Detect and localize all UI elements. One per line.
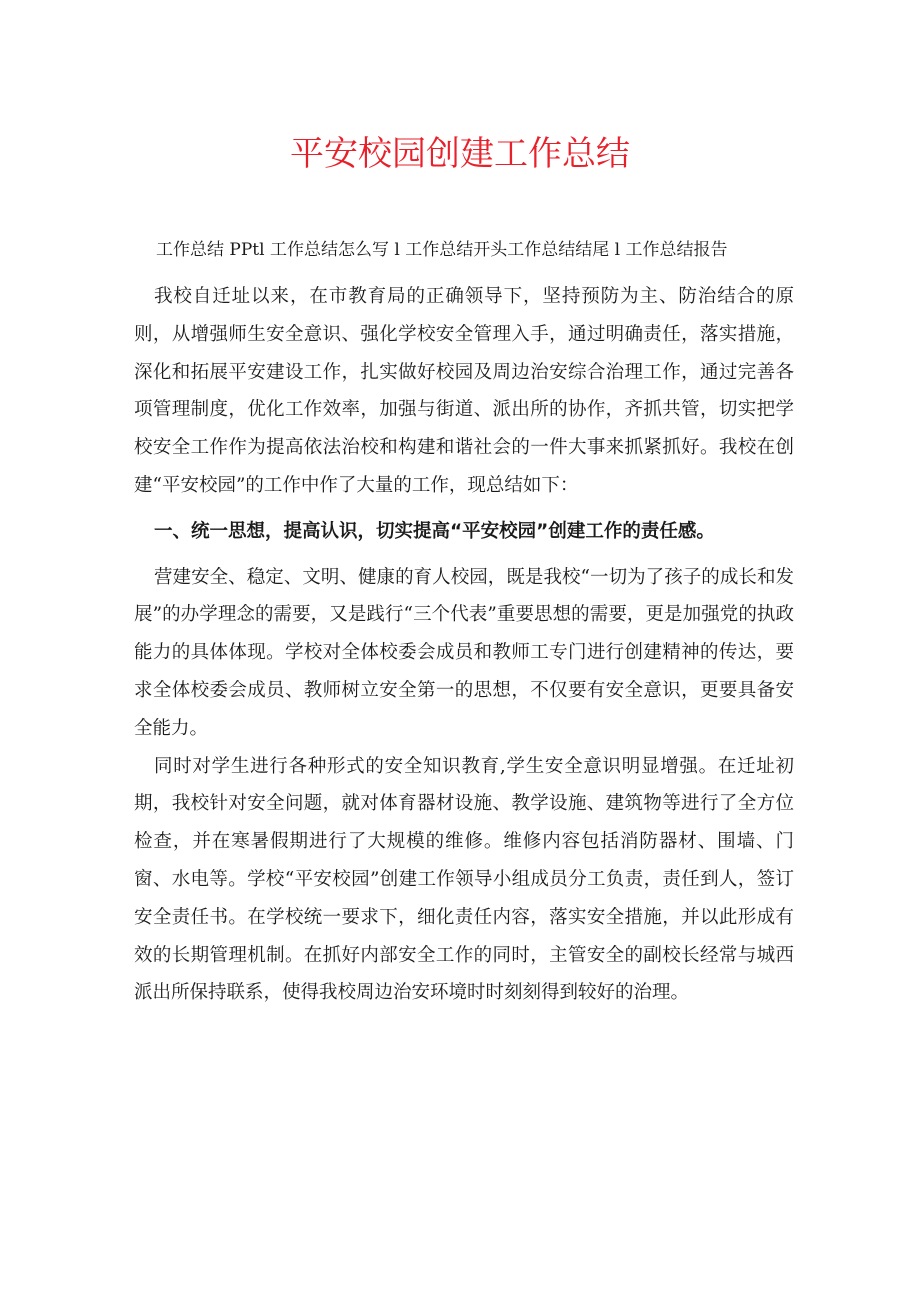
intro-paragraph: 我校自迁址以来，在市教育局的正确领导下，坚持预防为主、防治结合的原则，从增强师生安全意识、强化学校安全管理入手，通过明确责任，落实措施，深化和拓展平安建设工作，扎实做好校园及周边治安综合治理工作，通过完善各项管理制度，优化工作效率，加强与街道、派出所的协作，齐抓共管，切实把学校安全工作作为提高依法治校和构建和谐社会的一件大事来抓紧抓好。我校在创建“平安校园”的工作中作了大量的工作，现总结如下： [134,286,794,496]
document-title: 平安校园创建工作总结 [290,134,630,174]
document-body [134,232,794,1012]
tagline-text: 工作总结 PPtl 工作总结怎么写 l 工作总结开头工作总结结尾 l 工作总结报告 [156,240,728,260]
section-heading-1: 一、统一思想，提高认识，切实提高“平安校园”创建工作的责任感。 [154,520,715,542]
section1-paragraph-1: 营建安全、稳定、文明、健康的育人校园，既是我校“一切为了孩子的成长和发展”的办学理念的需要，又是践行“三个代表”重要思想的需要，更是加强党的执政能力的具体体现。学校对全体校委会成员和教师工专门进行创建精神的传达，要求全体校委会成员、教师树立安全第一的思想，不仅要有安全意识，更要具备安全能力。 [134,566,794,739]
section1-paragraph-2: 同时对学生进行各种形式的安全知识教育,学生安全意识明显增强。在迁址初期，我校针对安全问题，就对体育器材设施、教学设施、建筑物等进行了全方位检查，并在寒暑假期进行了大规模的维修。维修内容包括消防器材、围墙、门窗、水电等。学校“平安校园”创建工作领导小组成员分工负责，责任到人，签订安全责任书。在学校统一要求下，细化责任内容，落实安全措施，并以此形成有效的长期管理机制。在抓好内部安全工作的同时，主管安全的副校长经常与城西派出所保持联系，使得我校周边治安环境时时刻刻得到较好的治理。 [134,755,794,1004]
